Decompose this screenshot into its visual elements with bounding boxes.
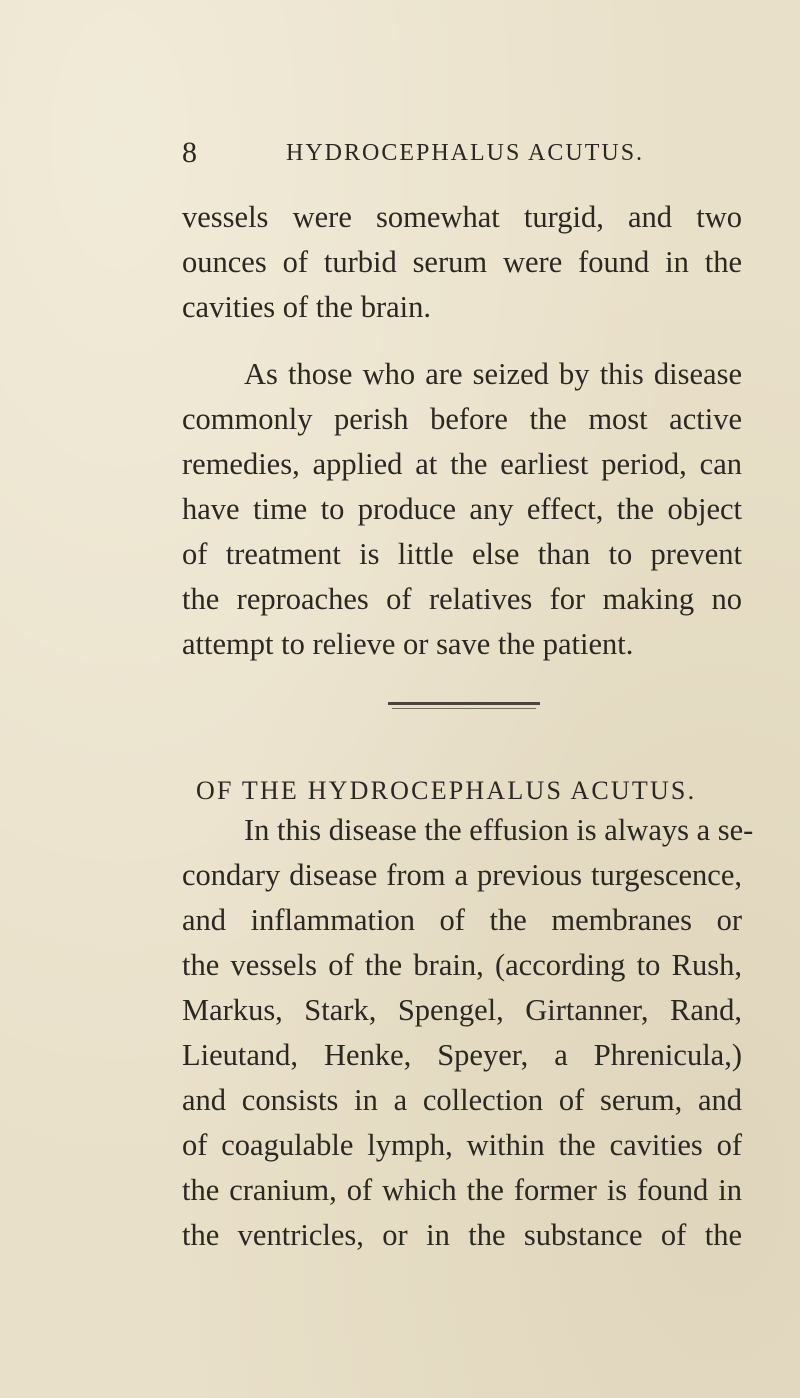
- section-divider-thin: [392, 708, 536, 709]
- running-head: [182, 136, 742, 176]
- text-line: attempt to relieve or save the patient.: [182, 627, 634, 661]
- section-divider: [388, 702, 540, 705]
- text-line: cavities of the brain.: [182, 290, 431, 324]
- paragraph-definition: [182, 808, 754, 1258]
- text-line: of treatment is little else than to prevent: [182, 537, 742, 571]
- section-heading: OF THE HYDROCEPHALUS ACUTUS.: [196, 776, 697, 805]
- text-line: ounces of turbid serum were found in the: [182, 245, 742, 279]
- text-line: In this disease the effusion is always a se-: [244, 813, 754, 847]
- text-line: condary disease from a previous turgescence,: [182, 858, 742, 892]
- running-title: HYDROCEPHALUS ACUTUS.: [286, 140, 645, 166]
- text-line: remedies, applied at the earliest period, can: [182, 447, 742, 481]
- text-line: of coagulable lymph, within the cavities of: [182, 1128, 742, 1162]
- text-line: Markus, Stark, Spengel, Girtanner, Rand,: [182, 993, 742, 1027]
- paragraph-treatment: [182, 352, 742, 667]
- paragraph-continuation: [182, 195, 742, 330]
- text-line: and consists in a collection of serum, and: [182, 1083, 742, 1117]
- text-line: commonly perish before the most active: [182, 402, 742, 436]
- text-line: the vessels of the brain, (according to Rush,: [182, 948, 742, 982]
- text-line: have time to produce any effect, the object: [182, 492, 742, 526]
- text-line: vessels were somewhat turgid, and two: [182, 200, 742, 234]
- text-line: the ventricles, or in the substance of the: [182, 1218, 742, 1252]
- text-line: As those who are seized by this disease: [244, 357, 742, 391]
- text-line: the reproaches of relatives for making no: [182, 582, 742, 616]
- text-line: the cranium, of which the former is found in: [182, 1173, 742, 1207]
- text-line: Lieutand, Henke, Speyer, a Phrenicula,): [182, 1038, 742, 1072]
- page-number: 8: [182, 136, 197, 169]
- text-line: and inflammation of the membranes or: [182, 903, 742, 937]
